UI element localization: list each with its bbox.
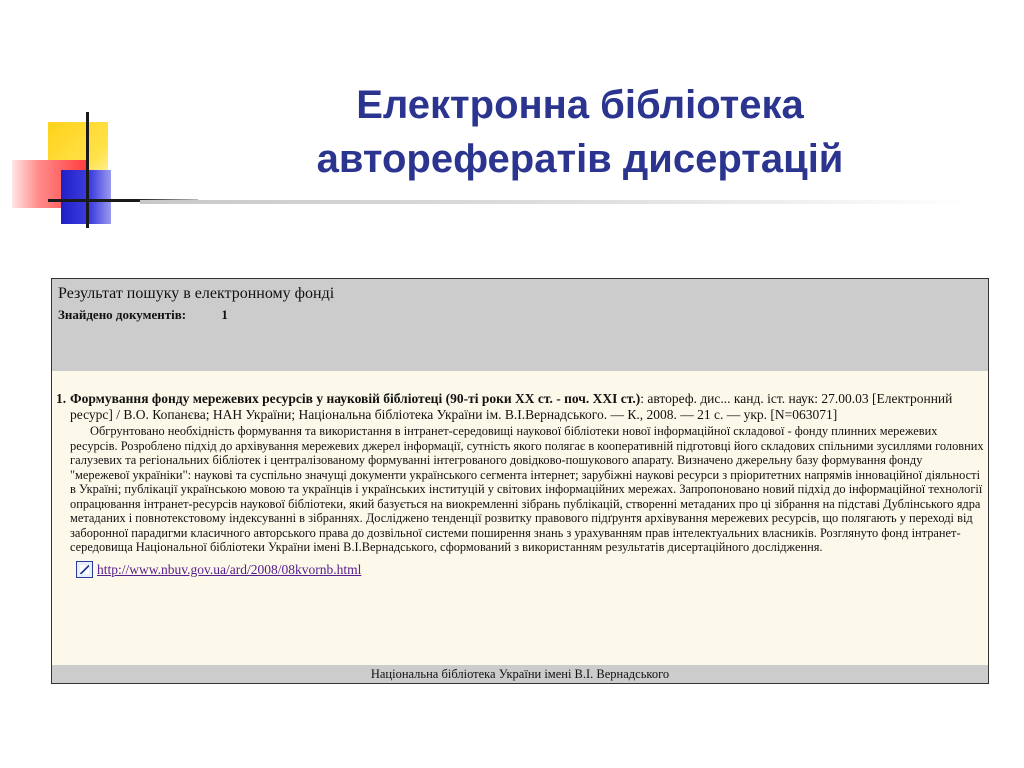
record-abstract: Обгрунтовано необхідність формування та використання в інтранет-середовищі наукової бібліотеки нової інформаційної складової - фонду плинних мережевих ресурсів. Розроблено підхід до архівування мережевих джерел інформації, сутність якого полягає в кооперативній підготовці його складових спільними зусиллями головних галузевих та регіональних бібліотек і централізованому формуванні інтегрованого довідково-пошукового апарату. Визначено джерельну базу формування фонду "мережевої україніки": наукові та суспільно значущі документи українського сегмента інтернет; зарубіжні наукові ресурси з пріоритетних напрямів інноваційної діяльності в Україні; публікації українською мовою та українців і українських інституцій у світових інформаційних мережах. Запропоновано новий підхід до інформаційної технології опрацювання інтранет-ресурсів наукової бібліотеки, який базується на виокремленні зібрань публікацій, створенні метаданих про ці зібрання на підставі Дублінського ядра метаданих і повнотекстовому індексуванні в зібраннях. Досліджено тенденції розвитку правового підґрунтя архівування мережевих ресурсів, що полягають у переході від заборонної парадигми класичного авторського права до дозвільної системи поширення знань з урахуванням прав інтелектуальних власників. Розглянуто фонд інтранет-середовища Національної бібліотеки України імені В.І.Вернадського, сформований з використанням результатів дисертаційного дослідження. bbox=[70, 424, 984, 554]
slide-title bbox=[170, 78, 990, 186]
found-count: 1 bbox=[221, 307, 228, 322]
slide-title-line-2: авторефератів дисертацій bbox=[316, 137, 844, 181]
result-header bbox=[52, 279, 988, 371]
result-footer: Національна бібліотека України імені В.І. Вернадського bbox=[52, 665, 988, 683]
record-number: 1. bbox=[56, 391, 67, 406]
found-label: Знайдено документів: bbox=[58, 307, 187, 322]
record-link-row bbox=[76, 561, 984, 579]
record-details: : автореф. дис... канд. іст. наук: 27.00.03 [Електронний ресурс] / В.О. Копанєва; НАН України; Національна бібліотека України ім. В.І.Вернадського. — К., 2008. — 21 с. — укр. [N=063071] bbox=[70, 391, 953, 422]
link-icon[interactable] bbox=[76, 561, 93, 578]
title-underline bbox=[140, 200, 970, 204]
vertical-rule bbox=[86, 112, 89, 228]
record-bibliographic-description bbox=[70, 391, 984, 423]
search-result-screenshot bbox=[51, 278, 989, 684]
record-title[interactable]: Формування фонду мережевих ресурсів у науковій бібліотеці (90-ті роки ХХ ст. - поч. ХХІ ст.) bbox=[70, 391, 641, 406]
fulltext-link[interactable]: http://www.nbuv.gov.ua/ard/2008/08kvornb.html bbox=[97, 561, 362, 577]
slide-title-line-1: Електронна бібліотека bbox=[356, 83, 804, 127]
result-record bbox=[56, 391, 984, 579]
found-documents bbox=[58, 307, 228, 323]
result-heading: Результат пошуку в електронному фонді bbox=[58, 285, 335, 302]
